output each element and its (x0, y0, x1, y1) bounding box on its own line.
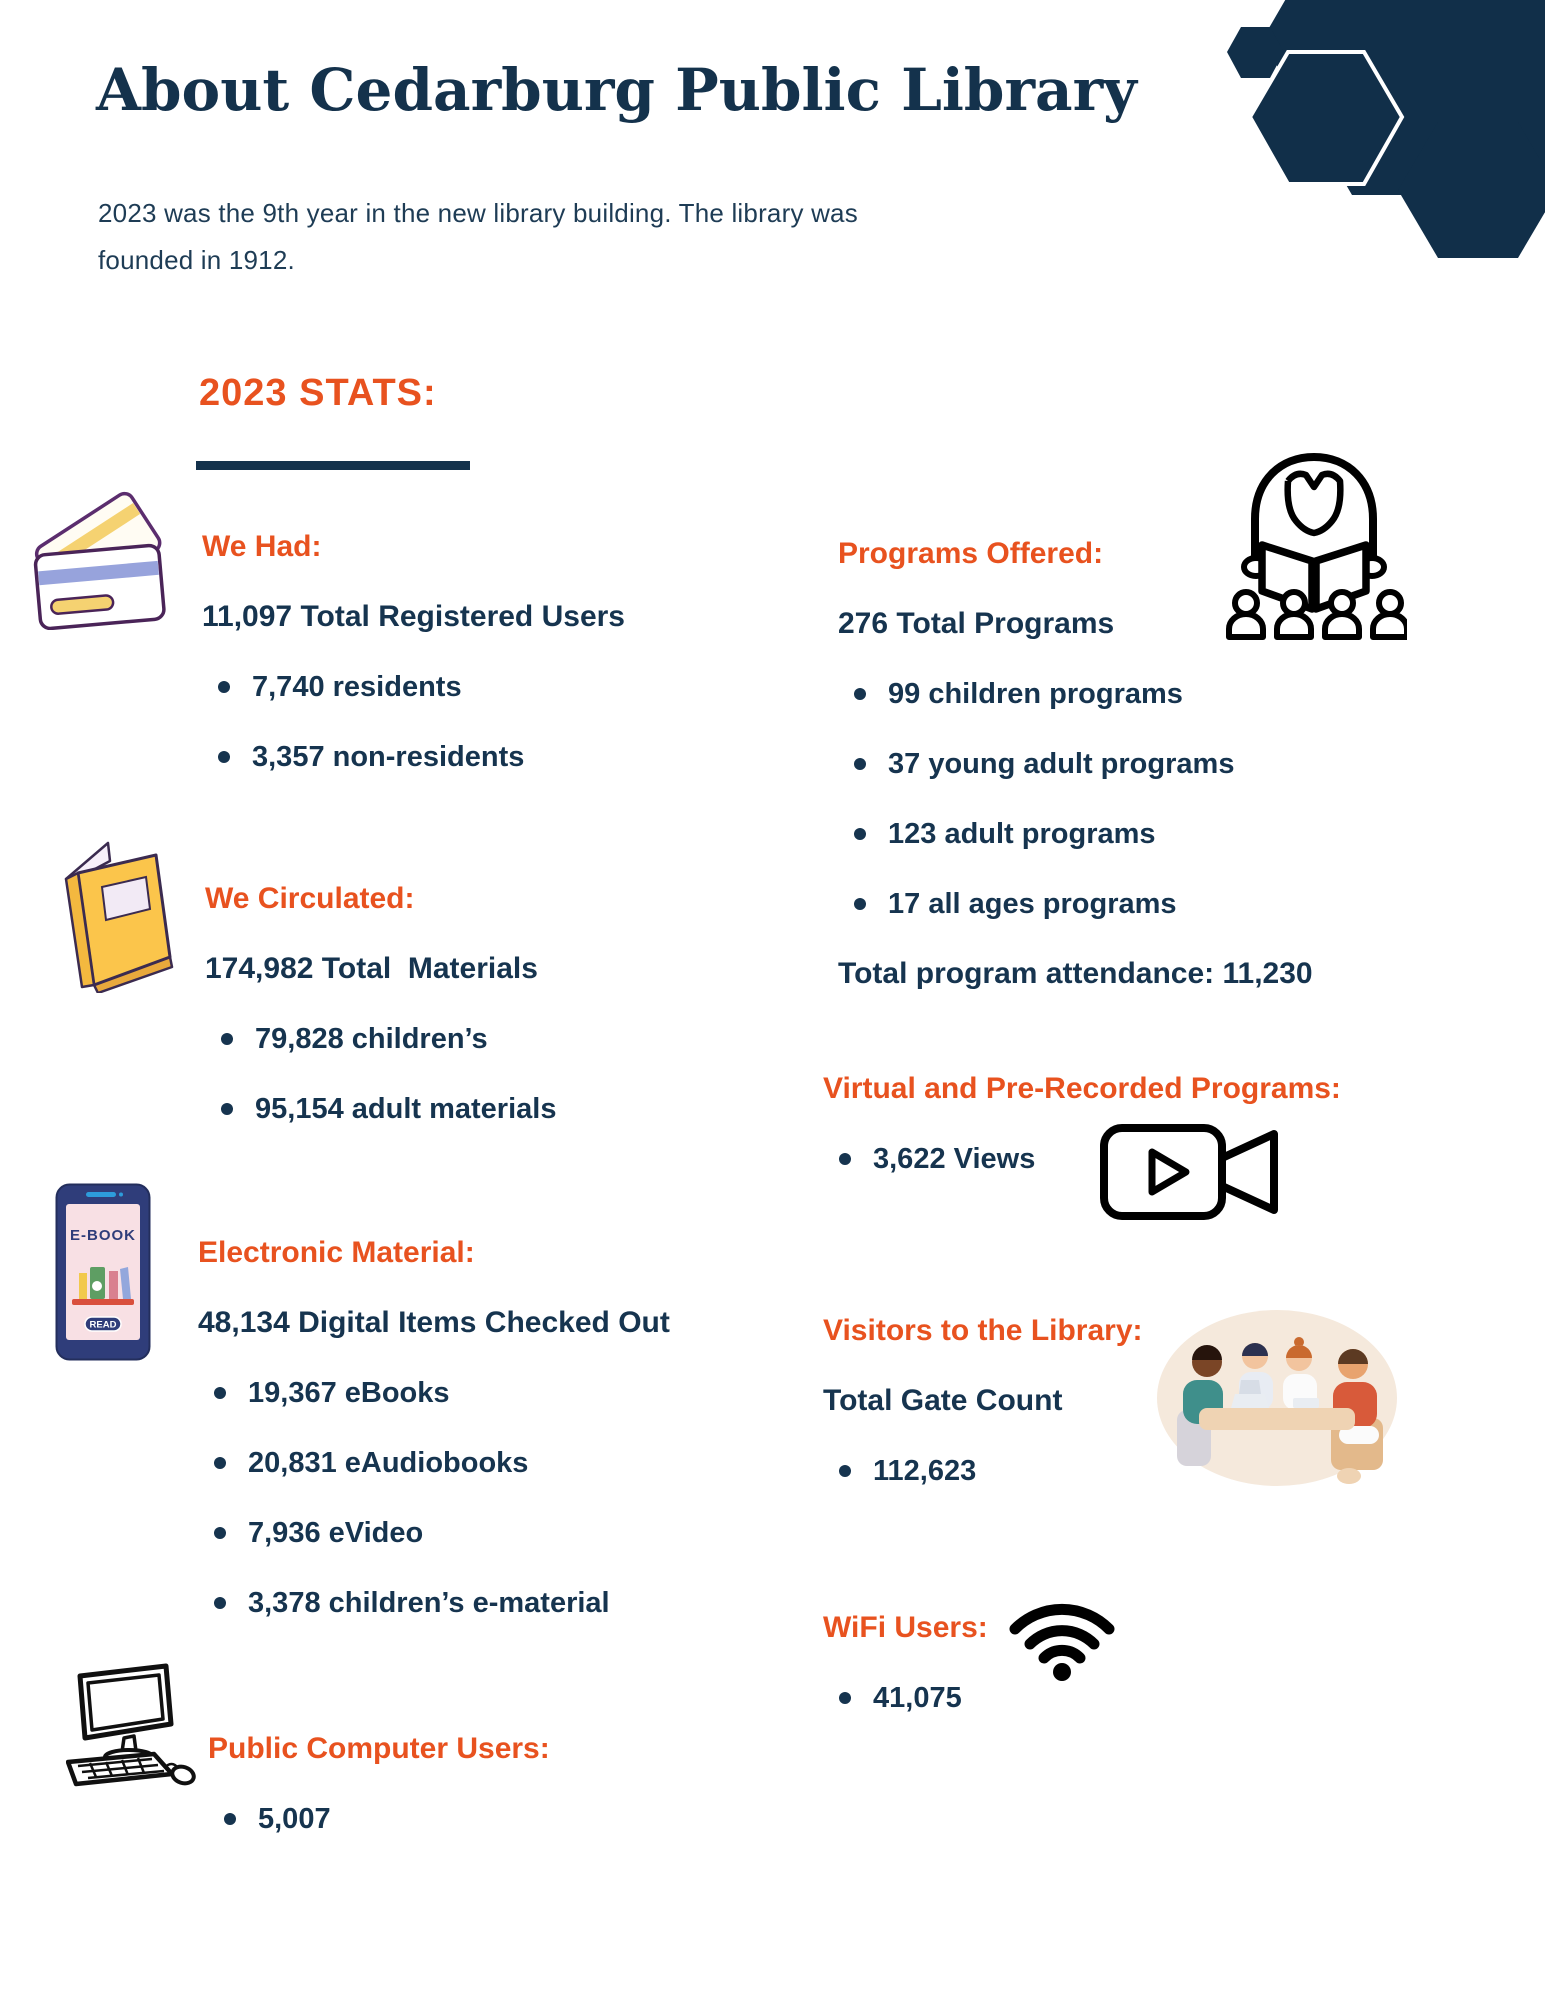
section-total: 174,982 Total Materials (205, 952, 538, 985)
stat-bullet (838, 745, 1478, 783)
stats-underline (196, 461, 470, 470)
desktop-computer-icon (66, 1662, 198, 1790)
ebook-screen-label: E-BOOK (70, 1227, 136, 1244)
stat-bullet-label: 17 all ages programs (888, 888, 1177, 920)
section-we-circulated (205, 880, 805, 1160)
visitors-illustration (1143, 1298, 1411, 1493)
section-electronic-material (198, 1234, 838, 1654)
ebook-tablet-icon (55, 1183, 151, 1361)
stat-bullet (202, 668, 802, 706)
section-heading: Virtual and Pre-Recorded Programs: (823, 1072, 1341, 1105)
stat-bullet-label: 3,378 children’s e-material (248, 1587, 610, 1619)
stat-bullet-label: 3,622 Views (873, 1143, 1036, 1175)
page-subtitle (98, 190, 858, 284)
section-heading: Programs Offered: (838, 537, 1104, 570)
stat-bullet-label: 95,154 adult materials (255, 1093, 557, 1125)
stat-bullet (205, 1020, 805, 1058)
book-icon (50, 835, 182, 993)
section-we-had (202, 528, 802, 808)
stat-bullet (838, 815, 1478, 853)
section-total: 276 Total Programs (838, 607, 1115, 640)
stat-bullet (205, 1090, 805, 1128)
stat-bullet-label: 99 children programs (888, 678, 1183, 710)
section-total: 11,097 Total Registered Users (202, 600, 625, 633)
stat-bullet-label: 20,831 eAudiobooks (248, 1447, 529, 1479)
stat-bullet (208, 1800, 848, 1838)
stat-bullet-label: 79,828 children’s (255, 1023, 488, 1055)
library-card-icon (26, 490, 174, 630)
stat-bullet-list (198, 1374, 838, 1622)
section-programs-offered (838, 535, 1478, 993)
hexagon-decoration (1225, 0, 1545, 270)
stat-bullet-label: 123 adult programs (888, 818, 1156, 850)
stat-bullet-label: 7,936 eVideo (248, 1517, 424, 1549)
stats-heading: 2023 STATS: (199, 372, 437, 414)
section-heading: Electronic Material: (198, 1236, 475, 1269)
stat-bullet-list (202, 668, 802, 776)
section-public-computer (208, 1730, 848, 1870)
stat-bullet (838, 675, 1478, 713)
section-total: 48,134 Digital Items Checked Out (198, 1306, 670, 1339)
section-heading: We Had: (202, 530, 322, 563)
stat-bullet (202, 738, 802, 776)
page-title: About Cedarburg Public Library (96, 56, 1137, 124)
stat-bullet-label: 19,367 eBooks (248, 1377, 450, 1409)
video-camera-icon (1098, 1122, 1298, 1222)
stat-bullet-label: 3,357 non-residents (252, 741, 525, 773)
stat-bullet (838, 885, 1478, 923)
stat-bullet-list (205, 1020, 805, 1128)
stat-bullet-list (208, 1800, 848, 1838)
stat-bullet-label: 41,075 (873, 1682, 962, 1714)
stat-bullet (198, 1444, 838, 1482)
section-total: Total Gate Count (823, 1384, 1063, 1417)
section-heading: We Circulated: (205, 882, 415, 915)
section-heading: Visitors to the Library: (823, 1314, 1143, 1347)
ebook-read-button-label: READ (89, 1319, 117, 1331)
subtitle-line-1: 2023 was the 9th year in the new library building. The library was (98, 198, 858, 228)
program-attendance: Total program attendance: 11,230 (838, 957, 1313, 990)
section-heading: WiFi Users: (823, 1611, 988, 1644)
section-heading: Public Computer Users: (208, 1732, 550, 1765)
wifi-icon (1000, 1568, 1125, 1686)
subtitle-line-2: founded in 1912. (98, 245, 295, 275)
stat-bullet-label: 7,740 residents (252, 671, 462, 703)
stat-bullet-label: 112,623 (873, 1455, 977, 1487)
stat-bullet-label: 37 young adult programs (888, 748, 1235, 780)
stat-bullet-list (838, 675, 1478, 923)
stat-bullet-label: 5,007 (258, 1803, 331, 1835)
stat-bullet (198, 1374, 838, 1412)
stat-bullet (198, 1514, 838, 1552)
stat-bullet (198, 1584, 838, 1622)
